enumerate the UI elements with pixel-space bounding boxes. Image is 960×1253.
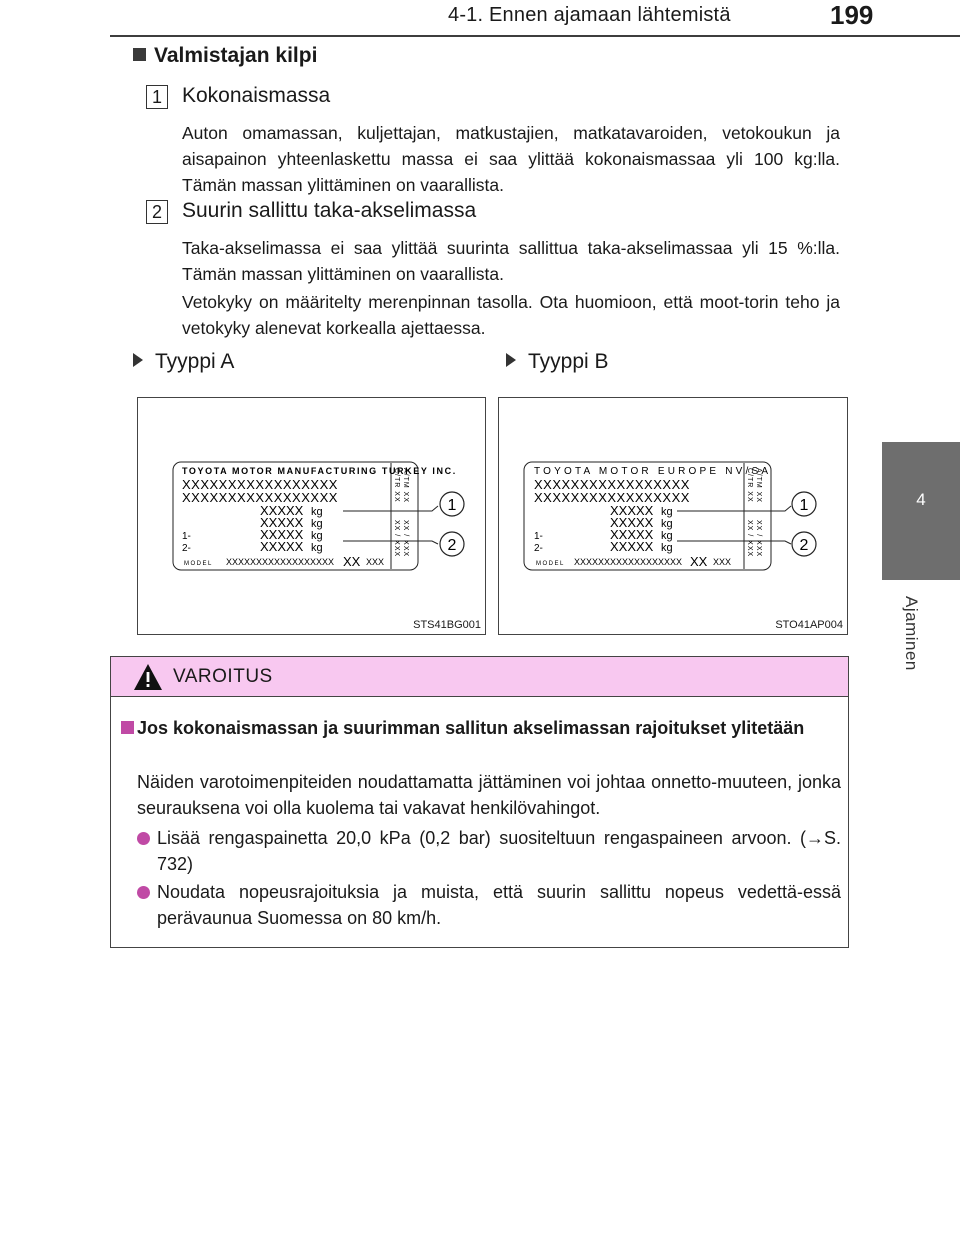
chapter-side-tab[interactable] (882, 442, 960, 580)
chapter-title: 4-1. Ennen ajamaan lähtemistä (448, 4, 731, 26)
warning-bullet-tire-pressure: Lisää rengaspainetta 20,0 kPa (0,2 bar) suositeltuun rengaspaineen arvoon. (→S. 732) (157, 828, 841, 874)
callout-number-2: 2 (447, 537, 457, 554)
plate-model-mid: XX (690, 554, 708, 569)
square-bullet-icon (133, 48, 146, 61)
plate-model-value: XXXXXXXXXXXXXXXXXX (226, 557, 335, 567)
figure-code-b: STO41AP004 (775, 619, 843, 631)
triangle-right-icon (133, 353, 143, 367)
warning-bullet-speed-limit: Noudata nopeusrajoituksia ja muista, että suurin sallittu nopeus vedettä-essä perävaunua Suomessa on 80 km/h. (157, 882, 841, 928)
callout-number-2: 2 (799, 537, 809, 554)
page-number: 199 (830, 0, 874, 30)
item-title-gross-weight: Kokonaismassa (182, 84, 331, 107)
plate-model-mid: XX (343, 554, 361, 569)
type-b-plate-figure (498, 397, 848, 635)
warning-title: VAROITUS (173, 666, 273, 687)
section-title-text: Valmistajan kilpi (154, 44, 318, 67)
plate-model-end: XXX (713, 557, 732, 567)
plate-unit: kg (661, 542, 673, 554)
plate-xrow: XXXXXXXXXXXXXXXXX (182, 490, 338, 505)
callout-number-1: 1 (799, 497, 809, 514)
plate-maker: TOYOTA MOTOR EUROPE NV/SA (534, 466, 772, 477)
plate-model-label: MODEL (536, 561, 565, 567)
item-paragraph: Vetokyky on määritelty merenpinnan tasolla. Ota huomioon, että moot-torin teho ja vetokyky alenevat korkealla ajettaessa. (182, 292, 840, 338)
side-tab-label: Ajaminen (902, 596, 921, 671)
plate-side2: A/TM XX (755, 468, 762, 504)
plate-unit: kg (661, 530, 673, 542)
plate-unit: kg (311, 518, 323, 530)
plate-weight: XXXXX (260, 503, 304, 518)
plate-unit: kg (661, 518, 673, 530)
item-paragraph: Taka-akselimassa ei saa ylittää suurinta sallittua taka-akselimassaa yli 15 %:lla. Tämän massan ylittäminen on vaarallista. (182, 238, 840, 284)
plate-weight: XXXXX (610, 527, 654, 542)
plate-unit: kg (311, 530, 323, 542)
plate-weight: XXXXX (610, 539, 654, 554)
plate-side1: C/TR XX (393, 468, 400, 503)
plate-unit: kg (661, 506, 673, 518)
plate-model-end: XXX (366, 557, 385, 567)
plate-axle1: 1- (182, 531, 191, 542)
plate-axle2: 2- (182, 543, 191, 554)
plate-weight: XXXXX (610, 503, 654, 518)
plate-weight: XXXXX (260, 527, 304, 542)
plate-axle2: 2- (534, 543, 543, 554)
plate-weight: XXXXX (260, 539, 304, 554)
plate-side3: XX / XXX (746, 520, 753, 558)
type-a-label-text: Tyyppi A (155, 350, 235, 373)
circle-bullet-icon (137, 832, 150, 845)
header-rule (110, 35, 960, 37)
item-number-2: 2 (146, 200, 168, 224)
plate-unit: kg (311, 506, 323, 518)
circle-bullet-icon (137, 886, 150, 899)
plate-side2: A/TM XX (402, 468, 409, 504)
warning-header (111, 657, 848, 697)
figure-code-a: STS41BG001 (413, 619, 481, 631)
warning-heading: Jos kokonaismassan ja suurimman sallitun akselimassan rajoitukset ylitetään (137, 718, 805, 738)
type-a-label (133, 350, 234, 374)
plate-model-label: MODEL (184, 561, 213, 567)
plate-xrow: XXXXXXXXXXXXXXXXX (534, 477, 690, 492)
plate-weight: XXXXX (260, 515, 304, 530)
callout-number-1: 1 (447, 497, 457, 514)
warning-text: Näiden varotoimenpiteiden noudattamatta jättäminen voi johtaa onnetto-muuteen, jonka seurauksena voi olla kuolema tai vakavat henkilövahingot. (137, 772, 841, 818)
plate-xrow: XXXXXXXXXXXXXXXXX (534, 490, 690, 505)
type-a-plate-figure (137, 397, 486, 635)
item-number-1: 1 (146, 85, 168, 109)
plate-xrow: XXXXXXXXXXXXXXXXX (182, 477, 338, 492)
item-paragraph: Auton omamassan, kuljettajan, matkustajien, matkatavaroiden, vetokoukun ja aisapainon yhteenlaskettu massa ei saa ylittää kokonaismassaa yli 100 kg:lla. Tämän massan ylittäminen on vaarallista. (182, 123, 840, 195)
warning-box (110, 656, 849, 948)
plate-maker: TOYOTA MOTOR MANUFACTURING TURKEY INC. (182, 466, 457, 476)
square-bullet-icon (121, 721, 134, 734)
triangle-right-icon (506, 353, 516, 367)
type-b-label-text: Tyyppi B (528, 350, 609, 373)
plate-weight: XXXXX (610, 515, 654, 530)
side-tab-number: 4 (916, 490, 926, 509)
section-title (133, 44, 317, 68)
warning-triangle-icon (133, 663, 163, 691)
plate-side4: XX / XXX (755, 520, 762, 558)
type-b-label (506, 350, 609, 374)
plate-unit: kg (311, 542, 323, 554)
plate-side3: XX / XXX (393, 520, 400, 558)
item-title-rear-axle: Suurin sallittu taka-akselimassa (182, 199, 477, 222)
plate-axle1: 1- (534, 531, 543, 542)
plate-side1: C/TR XX (746, 468, 753, 503)
plate-model-value: XXXXXXXXXXXXXXXXXX (574, 557, 683, 567)
plate-side4: XX / XXX (402, 520, 409, 558)
